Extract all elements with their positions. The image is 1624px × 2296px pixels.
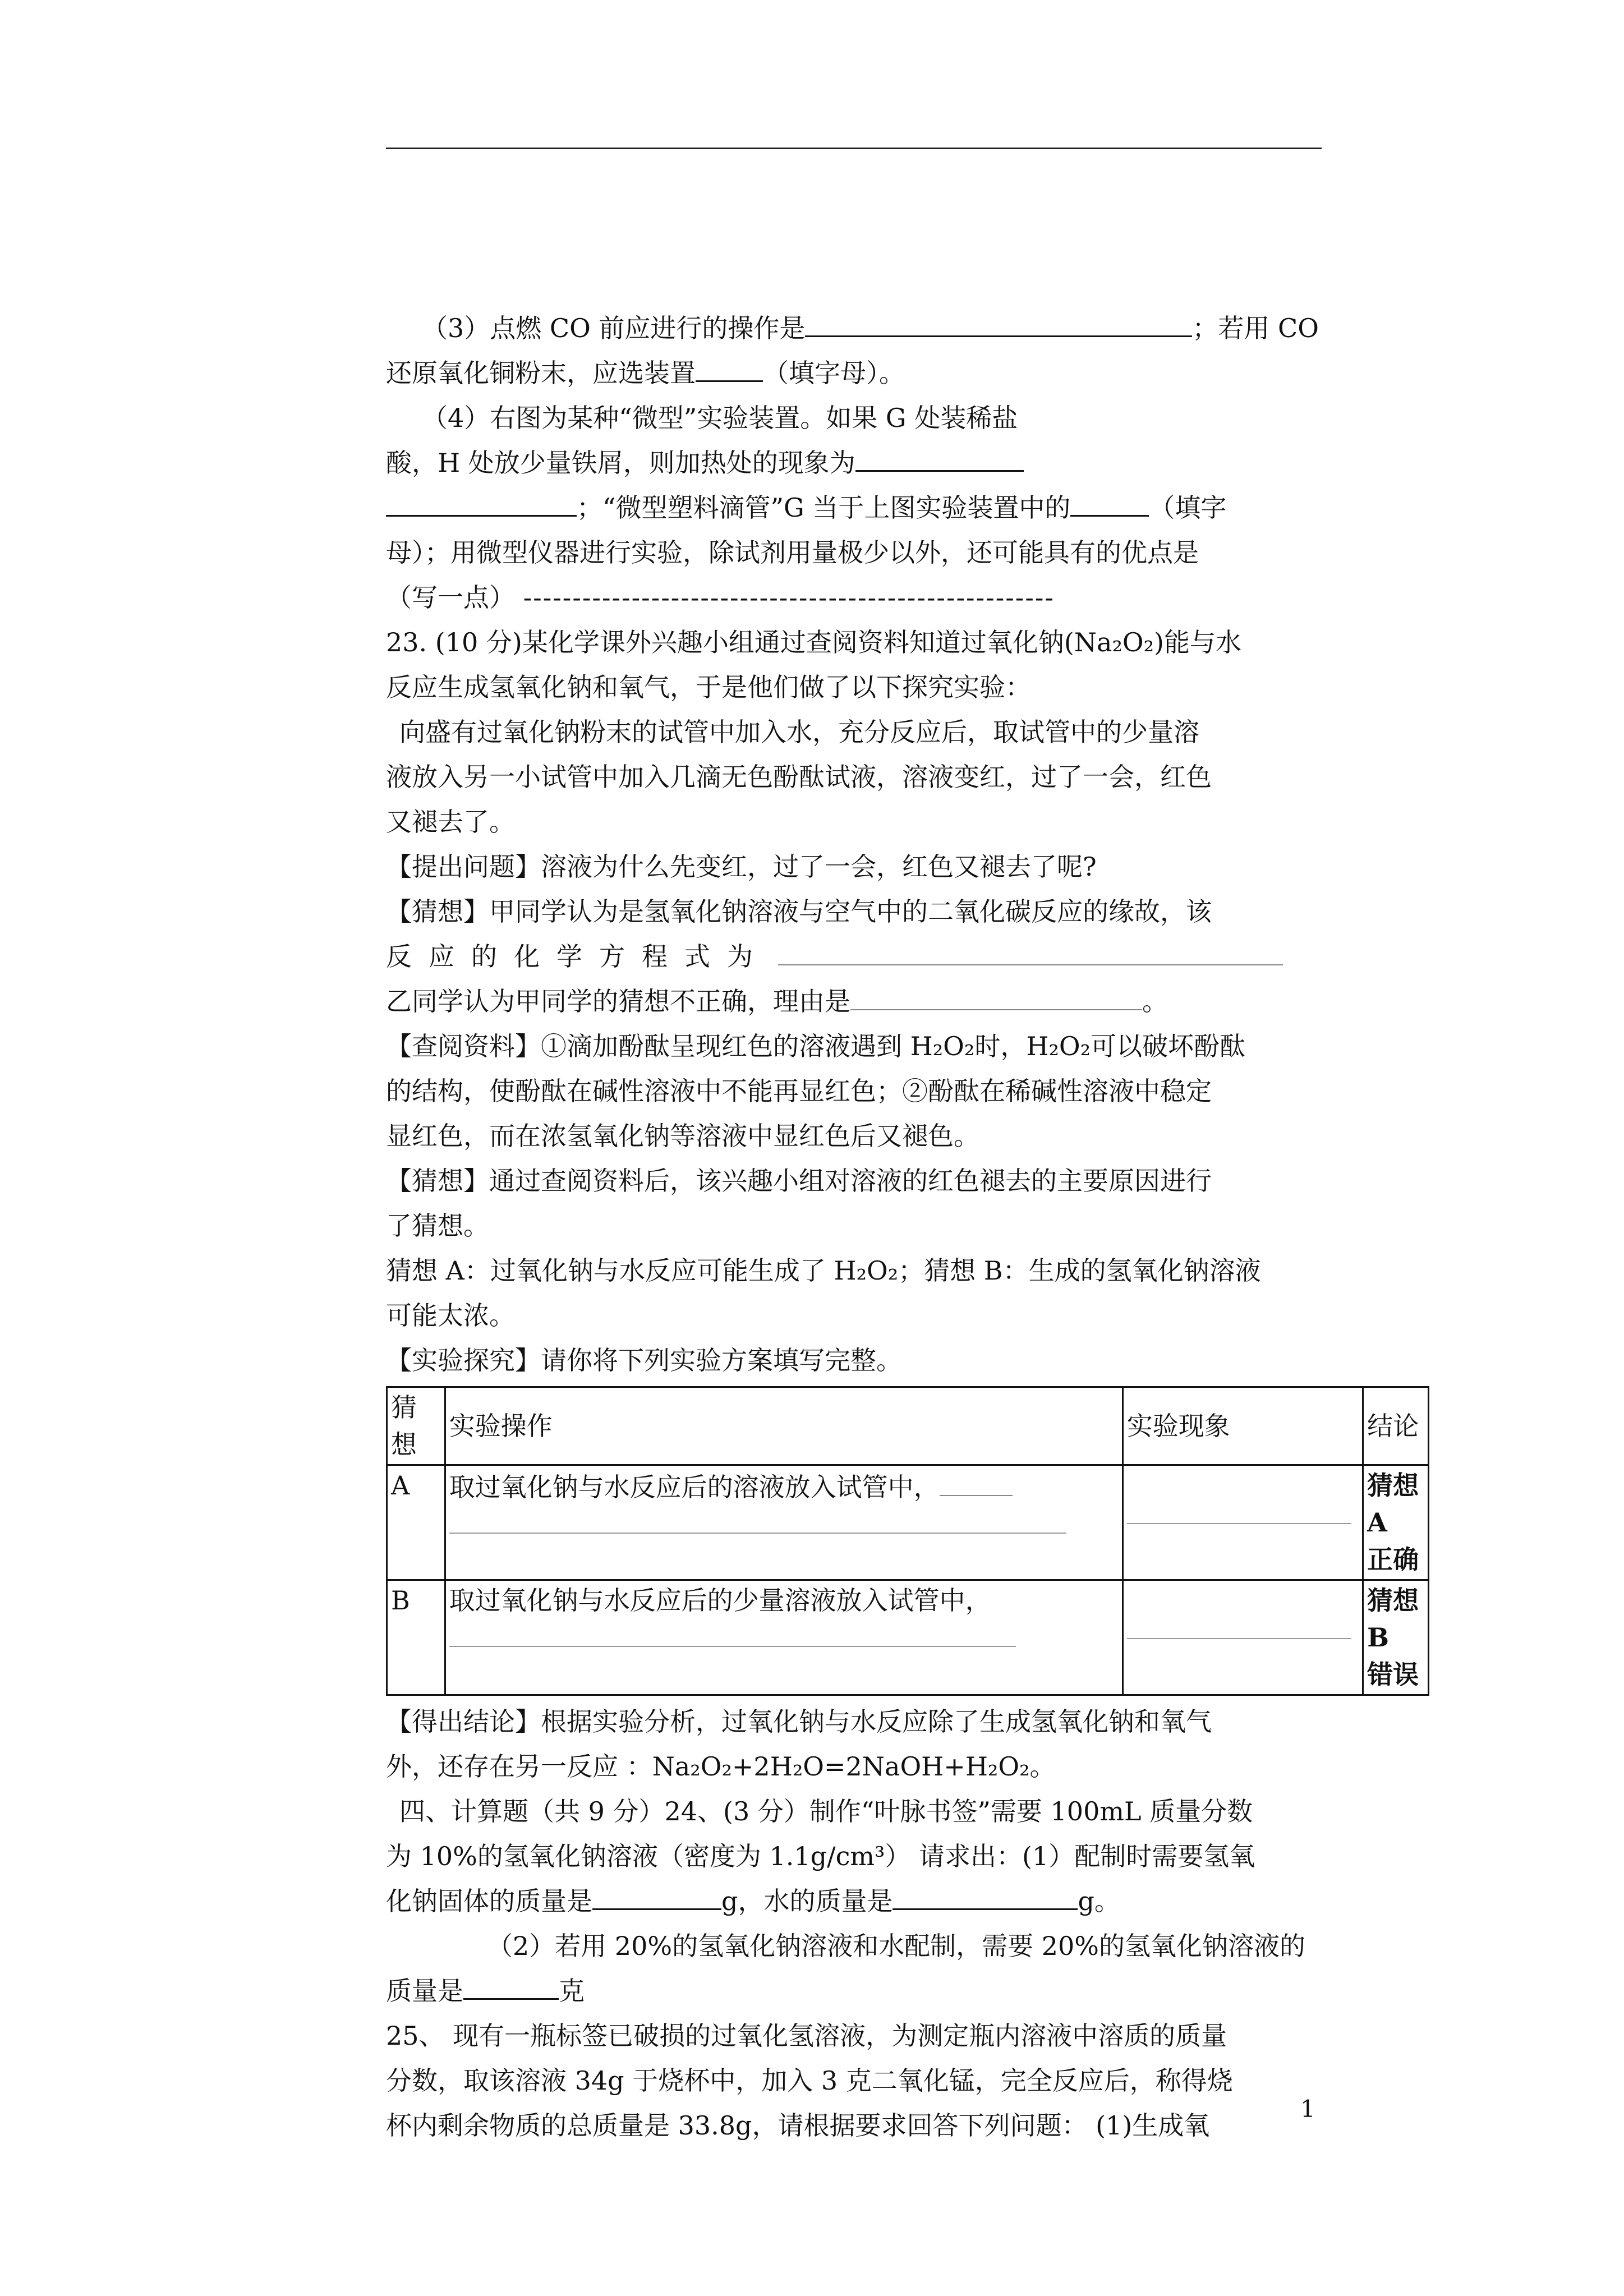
table-cell-phenomenon <box>1122 1465 1363 1580</box>
q24-text-3a: 化钠固体的质量是 <box>386 1886 592 1916</box>
q23-line-5: 又褪去了。 <box>386 807 515 837</box>
answer-blank[interactable] <box>449 1510 1066 1534</box>
q24-line-3 <box>386 1879 1324 1924</box>
q4-text-3: ；“微型塑料滴管”G 当于上图实验装置中的 <box>577 493 1071 523</box>
table-cell-guess: A <box>387 1465 445 1580</box>
q4-line-5 <box>386 575 1324 620</box>
answer-blank[interactable] <box>855 441 1024 472</box>
answer-blank[interactable] <box>449 1623 1016 1647</box>
experiment-table <box>386 1386 1429 1696</box>
q23-guess1-line-2 <box>386 934 1324 979</box>
q23-guess2-line-3: 猜想 A：过氧化钠与水反应可能生成了 H₂O₂；猜想 B：生成的氢氧化钠溶液 <box>386 1255 1261 1286</box>
answer-blank[interactable] <box>778 936 1283 965</box>
header-rule <box>386 148 1322 149</box>
q3-text-1: （3）点燃 CO 前应进行的操作是 <box>422 313 806 343</box>
q3-text-3: 还原氧化铜粉末，应选装置 <box>386 358 696 388</box>
table-row <box>387 1580 1429 1695</box>
q24-line-5 <box>386 1968 1324 2013</box>
q23-explore: 【实验探究】请你将下列实验方案填写完整。 <box>386 1345 902 1375</box>
q24-line-1: 四、计算题（共 9 分）24、(3 分）制作“叶脉书签”需要 100mL 质量分数 <box>399 1796 1253 1826</box>
q23-conclusion-line-2: 外，还存在另一反应 ：Na₂O₂+2H₂O=2NaOH+H₂O₂。 <box>386 1751 1056 1782</box>
q25-line-2: 分数，取该溶液 34g 于烧杯中，加入 3 克二氧化锰，完全反应后，称得烧 <box>386 2065 1233 2096</box>
q3-text-2: ；若用 CO <box>1192 313 1319 343</box>
table-header-cell: 实验操作 <box>445 1387 1122 1465</box>
q24-line-4: （2）若用 20%的氢氧化钠溶液和水配制，需要 20%的氢氧化钠溶液的 <box>487 1931 1305 1961</box>
q4-text-4: （填字 <box>1149 493 1227 523</box>
table-cell-operation <box>445 1465 1122 1580</box>
q23-line-2: 反应生成氢氧化钠和氧气，于是他们做了以下探究实验： <box>386 672 1031 702</box>
conclusion-text: 错误 <box>1367 1659 1419 1690</box>
answer-blank[interactable] <box>850 981 1142 1010</box>
table-header-cell: 猜想 <box>387 1387 445 1465</box>
table-cell-guess: B <box>387 1580 445 1695</box>
q23-line-3: 向盛有过氧化钠粉末的试管中加入水，充分反应后，取试管中的少量溶 <box>399 717 1199 747</box>
operation-text: 取过氧化钠与水反应后的溶液放入试管中， <box>449 1472 940 1502</box>
q23-guess2-line-4: 可能太浓。 <box>386 1300 515 1331</box>
q23-ref-line-2: 的结构，使酚酞在碱性溶液中不能再显红色；②酚酞在稀碱性溶液中稳定 <box>386 1076 1212 1106</box>
answer-blank[interactable] <box>1070 486 1149 517</box>
table-row <box>387 1465 1429 1580</box>
q25-line-3: 杯内剩余物质的总质量是 33.8g，请根据要求回答下列问题： (1)生成氧 <box>386 2110 1210 2141</box>
q23-line-1: 23. (10 分)某化学课外兴趣小组通过查阅资料知道过氧化钠(Na₂O₂)能与水 <box>386 627 1241 657</box>
q23-ref-line-1: 【查阅资料】①滴加酚酞呈现红色的溶液遇到 H₂O₂时，H₂O₂可以破坏酚酞 <box>386 1031 1246 1061</box>
answer-blank[interactable] <box>1127 1501 1351 1524</box>
q4-text-5: （写一点） <box>386 582 515 613</box>
answer-blank[interactable] <box>463 1969 559 2000</box>
q24-text-3b: g，水的质量是 <box>721 1886 893 1916</box>
answer-blank[interactable] <box>592 1879 721 1910</box>
q23-guess1-line-1: 【猜想】甲同学认为是氢氧化钠溶液与空气中的二氧化碳反应的缘故，该 <box>386 896 1212 927</box>
conclusion-text: 猜想A <box>1367 1470 1419 1538</box>
q23-guess1-text-4: 。 <box>1142 986 1168 1016</box>
q23-conclusion-line-1: 【得出结论】根据实验分析，过氧化钠与水反应除了生成氢氧化钠和氧气 <box>386 1706 1212 1737</box>
q23-ref-line-3: 显红色，而在浓氢氧化钠等溶液中显红色后又褪色。 <box>386 1121 979 1151</box>
q25-line-1: 25、 现有一瓶标签已破损的过氧化氢溶液，为测定瓶内溶液中溶质的质量 <box>386 2021 1227 2051</box>
q23-guess2-line-1: 【猜想】通过查阅资料后，该兴趣小组对溶液的红色褪去的主要原因进行 <box>386 1166 1212 1196</box>
q4-line-3 <box>386 485 1324 530</box>
q4-text-2: 酸，H 处放少量铁屑，则加热处的现象为 <box>386 448 855 478</box>
q23-guess1-line-3 <box>386 979 1324 1024</box>
conclusion-text: 正确 <box>1367 1544 1419 1575</box>
table-header-cell: 结论 <box>1363 1387 1429 1465</box>
answer-blank[interactable] <box>892 1879 1078 1910</box>
page-number: 1 <box>1300 2095 1315 2123</box>
answer-blank[interactable] <box>696 351 763 382</box>
q4-line-2 <box>386 440 1324 485</box>
q23-guess1-text: 反应的化学方程式为 <box>386 941 770 972</box>
q24-line-2: 为 10%的氢氧化钠溶液（密度为 1.1g/cm³） 请求出：(1）配制时需要氢氧 <box>386 1841 1255 1871</box>
q4-line-4: 母）；用微型仪器进行实验，除试剂用量极少以外，还可能具有的优点是 <box>386 537 1199 568</box>
q24-text-3c: g。 <box>1078 1886 1120 1916</box>
table-cell-conclusion <box>1363 1465 1429 1580</box>
answer-blank[interactable] <box>805 306 1192 337</box>
q24-text-5a: 质量是 <box>386 1976 463 2006</box>
dash-answer-line: ------------------------------------------------------ <box>523 582 1055 613</box>
q3-text-4: （填字母）。 <box>763 358 905 388</box>
q3-line-1 <box>386 306 1324 351</box>
table-cell-phenomenon <box>1122 1580 1363 1695</box>
answer-blank[interactable] <box>386 486 577 517</box>
experiment-table-wrap <box>386 1386 1429 1696</box>
conclusion-text: 猜想B <box>1367 1585 1419 1653</box>
q24-text-5b: 克 <box>559 1976 585 2006</box>
q4-line-1: （4）右图为某种“微型”实验装置。如果 G 处装稀盐 <box>422 403 1018 433</box>
q23-ask: 【提出问题】溶液为什么先变红，过了一会，红色又褪去了呢? <box>386 852 1097 882</box>
q23-guess1-text-3: 乙同学认为甲同学的猜想不正确，理由是 <box>386 986 850 1016</box>
table-header-cell: 实验现象 <box>1122 1387 1363 1465</box>
document-body <box>386 306 1419 2148</box>
q3-line-2 <box>386 351 1324 395</box>
q23-guess2-line-2: 了猜想。 <box>386 1211 489 1241</box>
q23-line-4: 液放入另一小试管中加入几滴无色酚酞试液，溶液变红，过了一会，红色 <box>386 762 1212 792</box>
table-cell-conclusion <box>1363 1580 1429 1695</box>
table-header-row <box>387 1387 1429 1465</box>
operation-text: 取过氧化钠与水反应后的少量溶液放入试管中， <box>449 1585 991 1616</box>
table-cell-operation <box>445 1580 1122 1695</box>
answer-blank[interactable] <box>940 1467 1013 1496</box>
answer-blank[interactable] <box>1127 1616 1351 1639</box>
